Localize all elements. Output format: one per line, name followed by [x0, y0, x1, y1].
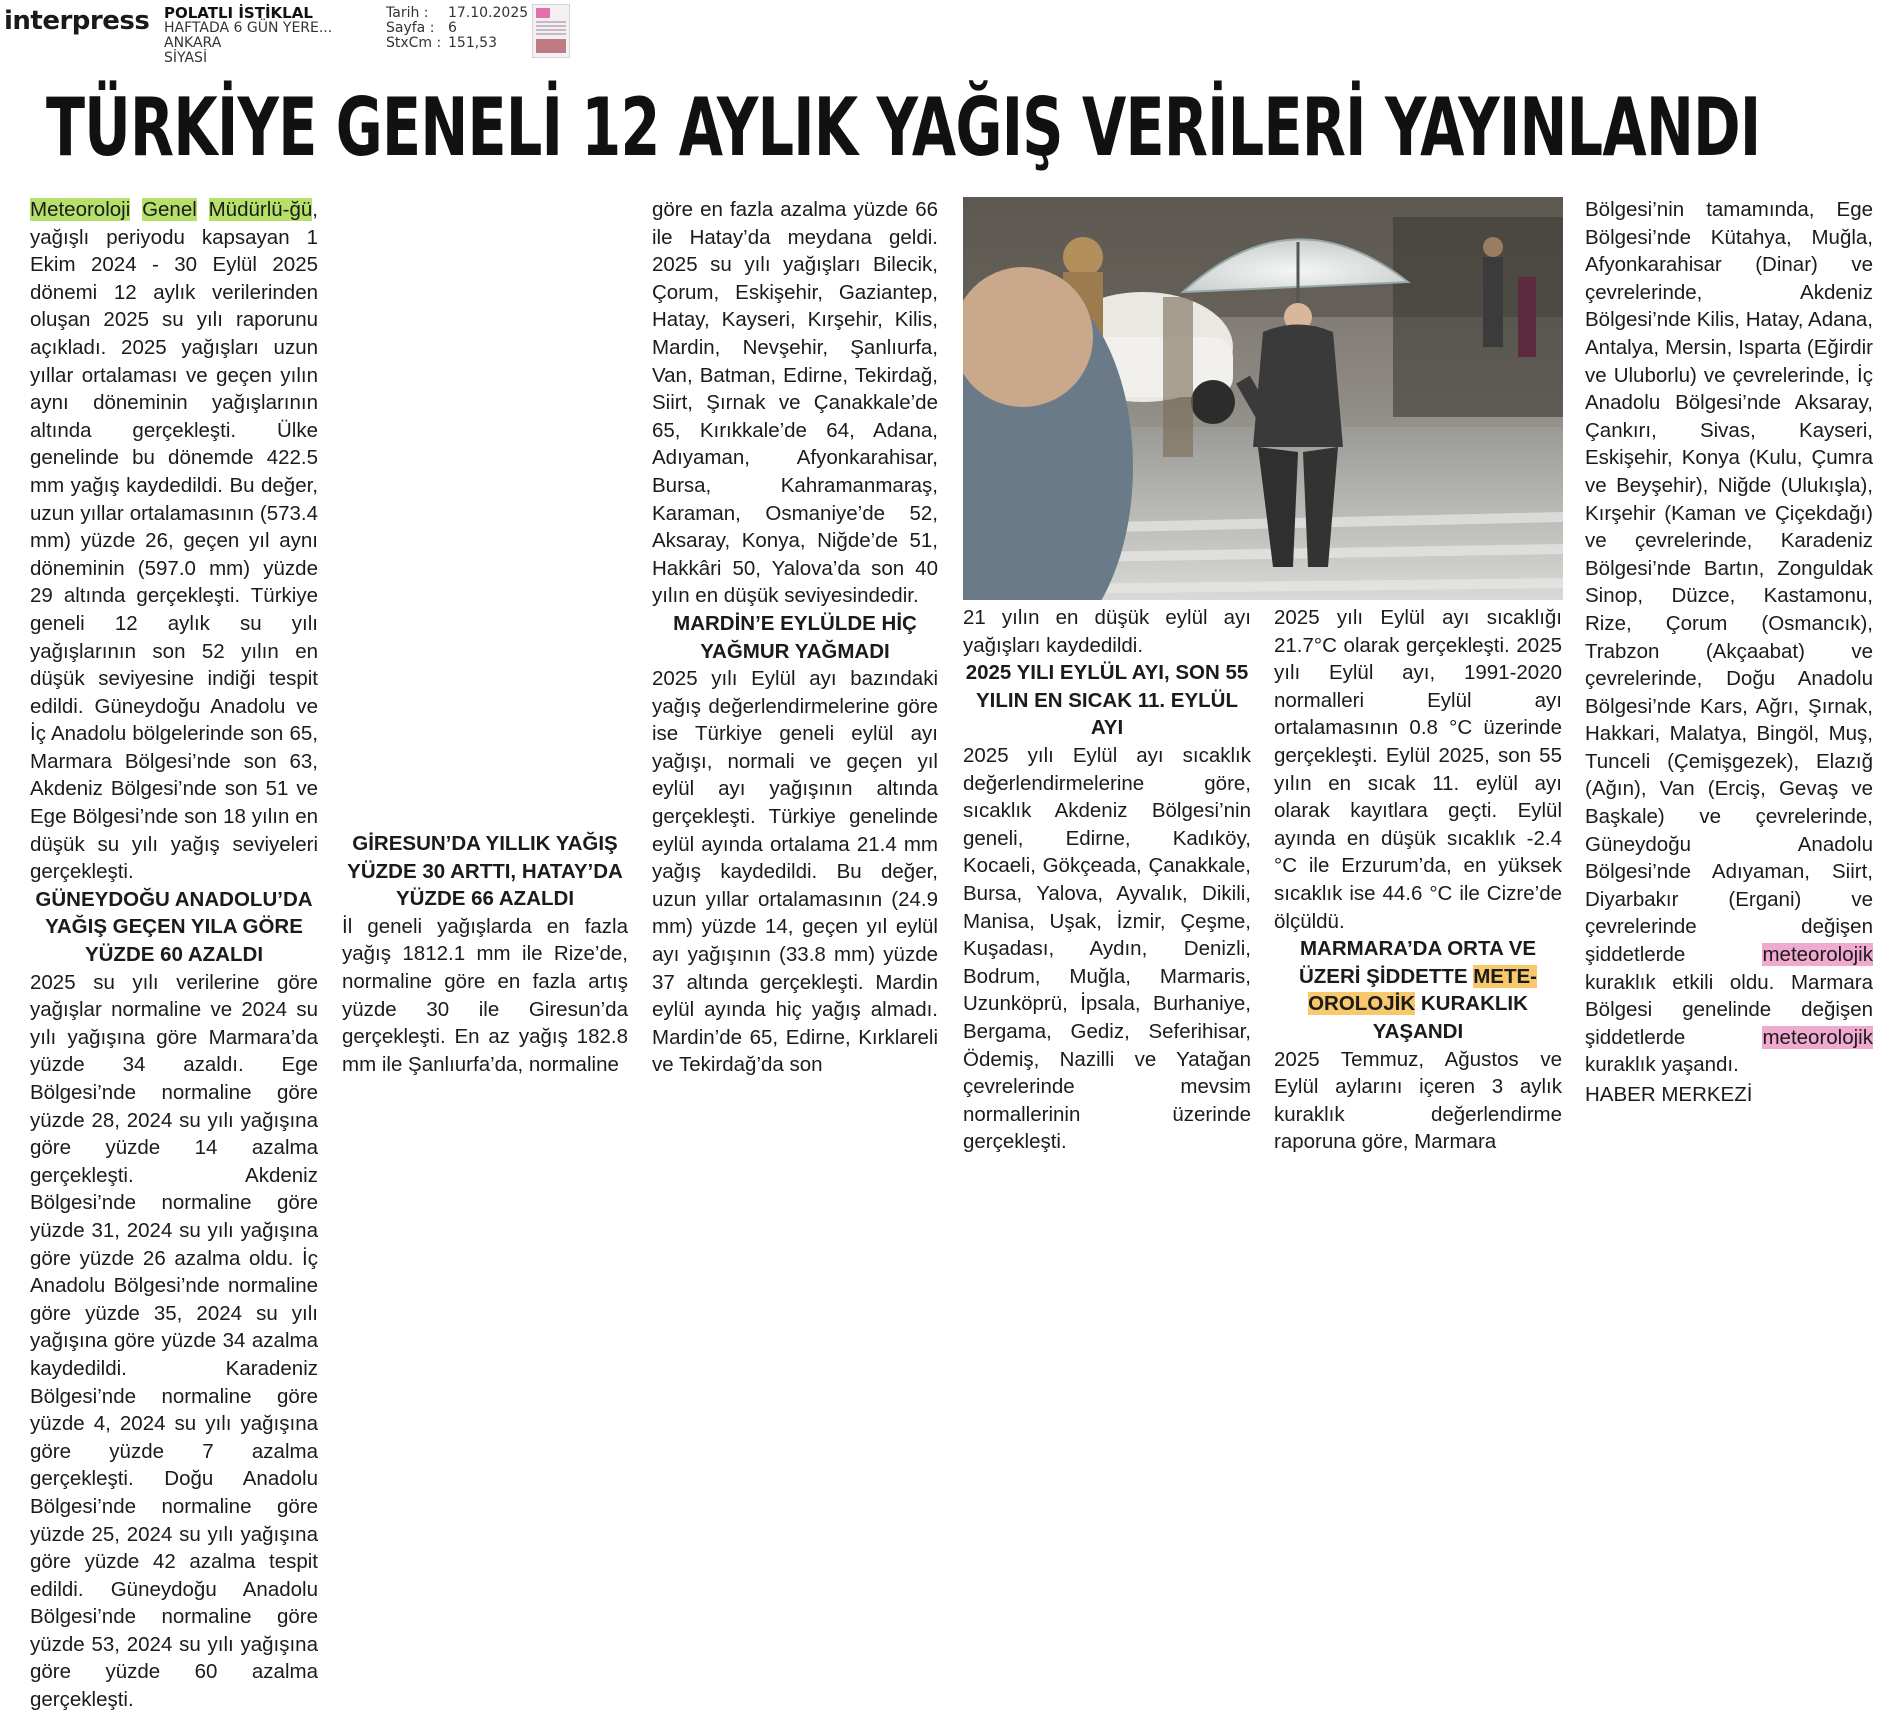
article-column-6 — [1585, 196, 1873, 1109]
paragraph-september-rain: 2025 yılı Eylül ayı bazındaki yağış değerlendirmelerine göre ise Türkiye geneli eylül ayı yağışı, normali ve geçen yıl eylül ayı yağışının altında gerçekleşti. Türkiye genelinde eylül ayında ortalama 21.4 mm yağış kaydedildi. Bu değer, uzun yıllar ortalamasının (24.9 mm) yüzde 14, geçen yıl eylül ayı yağışının (33.8 mm) yüzde 37 altında gerçekleşti. Mardin eylül ayında hiç yağış almadı. Mardin’de 65, Edirne, Kırklareli ve Tekirdağ’da son — [652, 667, 938, 1077]
clip-meta-publication — [164, 6, 332, 66]
highlight-term: Müdürlü- — [208, 198, 290, 221]
highlight-term: ğü — [289, 198, 313, 221]
paragraph-text: kuraklık yaşandı. — [1585, 1053, 1739, 1077]
article-column-2 — [342, 830, 628, 1078]
publication-name: POLATLI İSTİKLAL — [164, 4, 313, 22]
highlight-term: Meteoroloji — [30, 198, 131, 221]
highlight-term: meteorolojik — [1762, 1025, 1873, 1049]
page-thumbnail[interactable] — [532, 4, 570, 58]
paragraph-september-low: 21 yılın en düşük eylül ayı yağışları kaydedildi. — [963, 606, 1251, 657]
paragraph-intro — [30, 196, 318, 886]
subheading-mardin: MARDİN’E EYLÜLDE HİÇ YAĞMUR YAĞMADI — [673, 611, 917, 663]
subheading-text: KURAKLIK YAŞANDI — [1372, 992, 1528, 1043]
paragraph-provinces: göre en fazla azalma yüzde 66 ile Hatay’da meydana geldi. 2025 su yılı yağışları Bilecik, Çorum, Eskişehir, Gaziantep, Hatay, Kayseri, Kırşehir, Kilis, Mardin, Nevşehir, Şanlıurfa, Van, Batman, Edirne, Tekirdağ, Siirt, Şırnak ve Çanakkale’de 65, Kırıkkale’de 64, Adana, Adıyaman, Afyonkarahisar, Bursa, Kahramanmaraş, Karaman, Osmaniye’de 52, Aksaray, Konya, Niğde’de 51, Hakkâri 50, Yalova’da son 40 yılın en düşük seviyesindedir. — [652, 198, 938, 608]
size-value: 151,53 — [448, 35, 497, 51]
article-column-1 — [30, 196, 318, 1714]
subheading-giresun: GİRESUN’DA YILLIK YAĞIŞ YÜZDE 30 ARTTI, HATAY’DA YÜZDE 66 AZALDI — [347, 832, 623, 911]
paragraph-drought: 2025 Temmuz, Ağustos ve Eylül aylarını içeren 3 aylık kuraklık değerlendirme raporuna göre, Marmara — [1274, 1047, 1562, 1154]
article-photo — [963, 197, 1563, 600]
size-label: StxCm : — [386, 35, 442, 51]
subheading-guneydogu: GÜNEYDOĞU ANADOLU’DA YAĞIŞ GEÇEN YILA GÖRE YÜZDE 60 AZALDI — [35, 887, 313, 967]
date-row — [386, 6, 528, 21]
paragraph-temperature: 2025 yılı Eylül ayı sıcaklık değerlendirmelerine göre, sıcaklık Akdeniz Bölgesi’nin geneli, Edirne, Kadıköy, Kocaeli, Gökçeada, Çanakkale, Bursa, Yalova, Ayvalık, Dikili, Manisa, Uşak, İzmir, Çeşme, Kuşadası, Aydın, Denizli, Bodrum, Muğla, Marmaris, Uzunköprü, İpsala, Burhaniye, Bergama, Gediz, Seferihisar, Ödemiş, Nazilli ve Yatağan çevrelerinde mevsim normallerinin üzerinde gerçekleşti. — [963, 743, 1251, 1154]
paragraph-temperature-2: 2025 yılı Eylül ayı sıcaklığı 21.7°C olarak gerçekleşti. 2025 yılı Eylül ayı, 1991-2020 normalleri Eylül ayı ortalamasının 0.8 °C üzerinde gerçekleşti. Eylül 2025, son 55 yılın en sıcak 11. eylül ayı olarak kayıtlara geçti. Eylül ayında en düşük sıcaklık -2.4 °C ile Erzurum’da, en yüksek sıcaklık ise 44.6 °C ile Cizre’de ölçüldü. — [1274, 606, 1562, 933]
article-column-3 — [652, 196, 938, 1079]
interpress-logo: interpress — [4, 6, 150, 36]
page-row — [386, 21, 528, 36]
highlight-term: OROLOJİK — [1308, 992, 1416, 1016]
publication-category: SİYASİ — [164, 50, 208, 66]
paragraph-text: kuraklık etkili oldu. Marmara Bölgesi genelinde değişen şiddetlerde — [1585, 970, 1873, 1049]
paragraph-text: Bölgesi’nin tamamında, Ege Bölgesi’nde Kütahya, Muğla, Afyonkarahisar (Dinar) ve çevrelerinde, Akdeniz Bölgesi’nde Kilis, Hatay, Adana, Antalya, Mersin, Isparta (Eğirdir ve Uluborlu) ve çevrelerinde, İç Anadolu Bölgesi’nde Aksaray, Çankırı, Sivas, Kayseri, Eskişehir, Konya (Kulu, Çumra ve Beyşehir), Niğde (Ulukışla), Kırşehir (Kaman ve Çiçekdağı) ve çevrelerinde, Karadeniz Bölgesi’nde Bartın, Zonguldak Sinop, Düzce, Kastamonu, Rize, Çorum (Osmancık), Trabzon (Akçaabat) ve çevrelerinde, Doğu Anadolu Bölgesi’nde Kars, Ağrı, Şırnak, Hakkari, Malatya, Bingöl, Muş, Tunceli (Çemişgezek), Elazığ (Ağın), Van (Erciş, Gevaş ve Başkale) ve çevrelerinde, Güneydoğu Anadolu Bölgesi’nde Adıyaman, Siirt, Diyarbakır (Ergani) ve çevrelerinde değişen şiddetlerde — [1585, 198, 1873, 967]
publication-city: ANKARA — [164, 35, 222, 51]
subheading-warmest-september: 2025 YILI EYLÜL AYI, SON 55 YILIN EN SICAK 11. EYLÜL AYI — [965, 661, 1249, 740]
paragraph-regions: 2025 su yılı verilerine göre yağışlar normaline ve 2024 su yılı yağışına göre Marmara’da yüzde 34 azaldı. Ege Bölgesi’nde normaline göre yüzde 28, 2024 su yılı yağışına göre yüzde 14 azalma gerçekleşti. Akdeniz Bölgesi’nde normaline göre yüzde 31, 2024 su yılı yağışına göre yüzde 26 azalma oldu. İç Anadolu Bölgesi’nde normaline göre yüzde 35, 2024 su yılı yağışına göre yüzde 34 azalma kaydedildi. Karadeniz Bölgesi’nde normaline göre yüzde 4, 2024 su yılı yağışına göre yüzde 7 azalma gerçekleşti. Doğu Anadolu Bölgesi’nde normaline göre yüzde 25, 2024 su yılı yağışına göre yüzde 42 azalma tespit edildi. Güneydoğu Anadolu Bölgesi’nde normaline göre yüzde 53, 2024 su yılı yağışına göre yüzde 60 azalma gerçekleşti. — [30, 970, 318, 1712]
highlight-term: meteorolojik — [1762, 943, 1873, 967]
publication-frequency: HAFTADA 6 GÜN YERE... — [164, 20, 333, 36]
umbrella-photo-image — [963, 197, 1563, 600]
article-column-4 — [963, 604, 1251, 1156]
paragraph-provinces-start: İl geneli yağışlarda en fazla yağış 1812.1 mm ile Rize’de, normaline göre en fazla artış yüzde 30 ile Giresun’da gerçekleşti. En az yağış 182.8 mm ile Şanlıurfa’da, normaline — [342, 914, 628, 1076]
subheading-drought — [1274, 935, 1562, 1045]
subheading-text: MARMARA’DA ORTA VE ÜZERİ ŞİDDETTE — [1298, 937, 1537, 988]
article-signature: HABER MERKEZİ — [1585, 1083, 1753, 1106]
highlight-term: METE- — [1473, 964, 1538, 988]
highlight-term: Genel — [142, 198, 197, 221]
paragraph-text: , yağışlı periyodu kapsayan 1 Ekim 2024 - 30 Eylül 2025 dönemi 12 aylık verilerinden oluşan 2025 su yılı raporunu açıkladı. 2025 yağışları uzun yıllar ortalaması ve geçen yılın aynı döneminin yağışlarının altında gerçekleşti. Ülke genelinde bu dönemde 422.5 mm yağış kaydedildi. Bu değer, uzun yıllar ortalamasının (573.4 mm) yüzde 26, geçen yıl aynı döneminin (597.0 mm) yüzde 29 altında gerçekleşti. Türkiye geneli 12 aylık su yılı yağışlarının son 52 yılın en düşük seviyesine indiği tespit edildi. Güneydoğu Anadolu ve İç Anadolu bölgelerinde son 65, Marmara Bölgesi’nde son 63, Akdeniz Bölgesi’nde son 51 ve Ege Bölgesi’nde son 18 yılın en düşük su yılı yağış seviyeleri gerçekleşti. — [30, 198, 318, 884]
article-headline: TÜRKİYE GENELİ 12 AYLIK YAĞIŞ VERİLERİ YAYINLANDI — [46, 81, 1761, 174]
date-label: Tarih : — [386, 5, 429, 21]
size-row — [386, 36, 528, 51]
clip-meta-details — [386, 6, 528, 51]
paragraph-drought-regions — [1585, 196, 1873, 1079]
page-label: Sayfa : — [386, 20, 435, 36]
page-value: 6 — [448, 20, 457, 36]
date-value: 17.10.2025 — [448, 5, 529, 21]
article-column-5 — [1274, 604, 1562, 1156]
